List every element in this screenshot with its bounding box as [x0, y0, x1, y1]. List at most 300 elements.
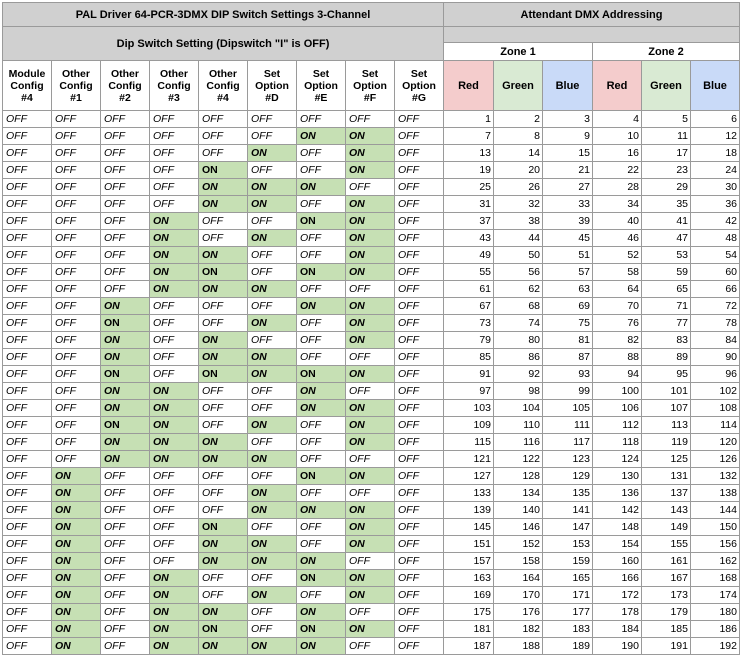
address-cell: 175 — [444, 604, 494, 621]
switch-cell: OFF — [150, 196, 199, 213]
switch-cell: OFF — [395, 128, 444, 145]
switch-cell: ON — [199, 451, 248, 468]
table-row — [3, 213, 740, 230]
address-cell: 122 — [494, 451, 543, 468]
address-cell: 78 — [691, 315, 740, 332]
address-cell: 130 — [593, 468, 642, 485]
switch-cell: ON — [101, 332, 150, 349]
address-cell: 119 — [642, 434, 691, 451]
switch-cell: ON — [346, 162, 395, 179]
address-cell: 48 — [691, 230, 740, 247]
switch-cell: OFF — [395, 485, 444, 502]
address-cell: 134 — [494, 485, 543, 502]
address-cell: 104 — [494, 400, 543, 417]
table-row — [3, 145, 740, 162]
address-cell: 2 — [494, 111, 543, 128]
switch-cell: OFF — [150, 485, 199, 502]
switch-cell: OFF — [150, 349, 199, 366]
address-cell: 38 — [494, 213, 543, 230]
address-cell: 57 — [543, 264, 593, 281]
switch-cell: OFF — [297, 162, 346, 179]
switch-cell: ON — [199, 162, 248, 179]
switch-cell: OFF — [52, 417, 101, 434]
switch-cell: ON — [346, 502, 395, 519]
left-title: PAL Driver 64-PCR-3DMX DIP Switch Settings 3-Channel — [3, 3, 444, 27]
table-row — [3, 638, 740, 655]
switch-cell: OFF — [150, 128, 199, 145]
address-cell: 168 — [691, 570, 740, 587]
switch-cell: OFF — [3, 451, 52, 468]
table-row — [3, 111, 740, 128]
col-header-other-config-2: Other Config #2 — [101, 61, 150, 111]
switch-cell: ON — [297, 553, 346, 570]
switch-cell: ON — [297, 264, 346, 281]
switch-cell: OFF — [150, 145, 199, 162]
address-cell: 94 — [593, 366, 642, 383]
address-cell: 36 — [691, 196, 740, 213]
switch-cell: OFF — [101, 230, 150, 247]
switch-cell: OFF — [395, 434, 444, 451]
switch-cell: OFF — [52, 213, 101, 230]
address-cell: 177 — [543, 604, 593, 621]
switch-cell: OFF — [395, 638, 444, 655]
address-cell: 160 — [593, 553, 642, 570]
switch-cell: OFF — [3, 383, 52, 400]
switch-cell: ON — [101, 366, 150, 383]
table-row — [3, 383, 740, 400]
switch-cell: OFF — [199, 587, 248, 604]
address-cell: 95 — [642, 366, 691, 383]
switch-cell: ON — [346, 298, 395, 315]
switch-cell: OFF — [346, 485, 395, 502]
address-cell: 182 — [494, 621, 543, 638]
switch-cell: ON — [199, 281, 248, 298]
address-cell: 113 — [642, 417, 691, 434]
address-cell: 59 — [642, 264, 691, 281]
switch-cell: OFF — [346, 638, 395, 655]
switch-cell: OFF — [395, 570, 444, 587]
blank-header — [444, 27, 740, 43]
address-cell: 105 — [543, 400, 593, 417]
address-cell: 90 — [691, 349, 740, 366]
switch-cell: ON — [346, 128, 395, 145]
col-header-zone1-red: Red — [444, 61, 494, 111]
switch-cell: ON — [52, 638, 101, 655]
switch-cell: ON — [101, 349, 150, 366]
switch-cell: OFF — [3, 111, 52, 128]
address-cell: 158 — [494, 553, 543, 570]
switch-cell: OFF — [199, 128, 248, 145]
switch-cell: ON — [199, 638, 248, 655]
col-header-set-option-d: Set Option #D — [248, 61, 297, 111]
switch-cell: OFF — [101, 621, 150, 638]
switch-cell: OFF — [150, 332, 199, 349]
switch-cell: OFF — [199, 230, 248, 247]
switch-cell: ON — [199, 434, 248, 451]
switch-cell: OFF — [52, 366, 101, 383]
zone-2-header: Zone 2 — [593, 43, 740, 61]
switch-cell: OFF — [150, 553, 199, 570]
switch-cell: OFF — [297, 315, 346, 332]
table-row — [3, 604, 740, 621]
address-cell: 18 — [691, 145, 740, 162]
address-cell: 121 — [444, 451, 494, 468]
address-cell: 132 — [691, 468, 740, 485]
switch-cell: OFF — [248, 111, 297, 128]
switch-cell: ON — [199, 553, 248, 570]
address-cell: 83 — [642, 332, 691, 349]
address-cell: 68 — [494, 298, 543, 315]
switch-cell: ON — [150, 213, 199, 230]
switch-cell: OFF — [395, 315, 444, 332]
switch-cell: OFF — [101, 536, 150, 553]
switch-cell: ON — [101, 451, 150, 468]
address-cell: 96 — [691, 366, 740, 383]
address-cell: 138 — [691, 485, 740, 502]
address-cell: 109 — [444, 417, 494, 434]
switch-cell: OFF — [101, 519, 150, 536]
right-title: Attendant DMX Addressing — [444, 3, 740, 27]
switch-cell: OFF — [199, 145, 248, 162]
switch-cell: ON — [346, 587, 395, 604]
switch-cell: OFF — [150, 519, 199, 536]
address-cell: 25 — [444, 179, 494, 196]
switch-cell: OFF — [3, 349, 52, 366]
switch-cell: OFF — [3, 298, 52, 315]
switch-cell: ON — [150, 281, 199, 298]
address-cell: 161 — [642, 553, 691, 570]
address-cell: 93 — [543, 366, 593, 383]
switch-cell: OFF — [52, 281, 101, 298]
table-row — [3, 400, 740, 417]
address-cell: 139 — [444, 502, 494, 519]
address-cell: 20 — [494, 162, 543, 179]
switch-cell: ON — [101, 315, 150, 332]
switch-cell: ON — [346, 315, 395, 332]
switch-cell: OFF — [3, 485, 52, 502]
switch-cell: ON — [248, 145, 297, 162]
address-cell: 5 — [642, 111, 691, 128]
switch-cell: OFF — [297, 417, 346, 434]
switch-cell: ON — [346, 230, 395, 247]
address-cell: 8 — [494, 128, 543, 145]
address-cell: 84 — [691, 332, 740, 349]
address-cell: 114 — [691, 417, 740, 434]
address-cell: 41 — [642, 213, 691, 230]
col-header-set-option-g: Set Option #G — [395, 61, 444, 111]
switch-cell: OFF — [52, 230, 101, 247]
switch-cell: OFF — [395, 349, 444, 366]
table-row — [3, 587, 740, 604]
address-cell: 150 — [691, 519, 740, 536]
address-cell: 137 — [642, 485, 691, 502]
switch-cell: OFF — [199, 502, 248, 519]
switch-cell: OFF — [395, 451, 444, 468]
switch-cell: OFF — [101, 213, 150, 230]
switch-cell: OFF — [248, 604, 297, 621]
switch-cell: OFF — [248, 162, 297, 179]
address-cell: 148 — [593, 519, 642, 536]
table-row — [3, 332, 740, 349]
address-cell: 39 — [543, 213, 593, 230]
table-row — [3, 230, 740, 247]
address-cell: 163 — [444, 570, 494, 587]
address-cell: 76 — [593, 315, 642, 332]
switch-cell: ON — [150, 247, 199, 264]
switch-cell: OFF — [52, 196, 101, 213]
switch-cell: OFF — [52, 434, 101, 451]
address-cell: 92 — [494, 366, 543, 383]
switch-cell: ON — [297, 570, 346, 587]
switch-cell: ON — [297, 128, 346, 145]
table-row — [3, 502, 740, 519]
switch-cell: OFF — [101, 179, 150, 196]
switch-cell: OFF — [3, 400, 52, 417]
switch-cell: ON — [101, 434, 150, 451]
address-cell: 19 — [444, 162, 494, 179]
switch-cell: ON — [248, 281, 297, 298]
address-cell: 9 — [543, 128, 593, 145]
col-header-other-config-3: Other Config #3 — [150, 61, 199, 111]
address-cell: 43 — [444, 230, 494, 247]
switch-cell: OFF — [3, 213, 52, 230]
address-cell: 40 — [593, 213, 642, 230]
switch-cell: OFF — [101, 570, 150, 587]
address-cell: 1 — [444, 111, 494, 128]
address-cell: 187 — [444, 638, 494, 655]
switch-cell: OFF — [297, 451, 346, 468]
address-cell: 31 — [444, 196, 494, 213]
zone-1-header: Zone 1 — [444, 43, 593, 61]
address-cell: 46 — [593, 230, 642, 247]
table-row — [3, 417, 740, 434]
switch-cell: OFF — [248, 519, 297, 536]
address-cell: 4 — [593, 111, 642, 128]
switch-cell: OFF — [150, 468, 199, 485]
switch-cell: OFF — [297, 434, 346, 451]
switch-cell: ON — [150, 417, 199, 434]
address-cell: 66 — [691, 281, 740, 298]
switch-cell: OFF — [248, 621, 297, 638]
switch-cell: ON — [297, 468, 346, 485]
address-cell: 23 — [642, 162, 691, 179]
switch-cell: ON — [297, 502, 346, 519]
switch-cell: ON — [346, 196, 395, 213]
switch-cell: OFF — [346, 383, 395, 400]
address-cell: 149 — [642, 519, 691, 536]
address-cell: 27 — [543, 179, 593, 196]
address-cell: 181 — [444, 621, 494, 638]
address-cell: 186 — [691, 621, 740, 638]
switch-cell: OFF — [395, 621, 444, 638]
switch-cell: ON — [199, 349, 248, 366]
address-cell: 116 — [494, 434, 543, 451]
table-row — [3, 247, 740, 264]
switch-cell: ON — [52, 621, 101, 638]
table-row — [3, 298, 740, 315]
switch-cell: OFF — [52, 179, 101, 196]
switch-cell: OFF — [52, 247, 101, 264]
switch-cell: ON — [346, 621, 395, 638]
col-header-zone2-green: Green — [642, 61, 691, 111]
switch-cell: OFF — [346, 281, 395, 298]
address-cell: 75 — [543, 315, 593, 332]
address-cell: 159 — [543, 553, 593, 570]
address-cell: 42 — [691, 213, 740, 230]
switch-cell: ON — [297, 383, 346, 400]
address-cell: 173 — [642, 587, 691, 604]
switch-cell: ON — [297, 400, 346, 417]
address-cell: 86 — [494, 349, 543, 366]
address-cell: 162 — [691, 553, 740, 570]
address-cell: 80 — [494, 332, 543, 349]
switch-cell: ON — [199, 621, 248, 638]
switch-cell: OFF — [101, 128, 150, 145]
switch-cell: ON — [199, 264, 248, 281]
switch-cell: ON — [346, 366, 395, 383]
switch-cell: OFF — [101, 468, 150, 485]
address-cell: 185 — [642, 621, 691, 638]
switch-cell: OFF — [395, 281, 444, 298]
switch-cell: OFF — [3, 604, 52, 621]
switch-cell: OFF — [248, 264, 297, 281]
switch-cell: ON — [248, 417, 297, 434]
address-cell: 145 — [444, 519, 494, 536]
switch-cell: ON — [52, 587, 101, 604]
switch-cell: ON — [248, 587, 297, 604]
switch-cell: OFF — [248, 434, 297, 451]
address-cell: 54 — [691, 247, 740, 264]
switch-cell: OFF — [395, 553, 444, 570]
address-cell: 14 — [494, 145, 543, 162]
address-cell: 89 — [642, 349, 691, 366]
switch-cell: OFF — [297, 349, 346, 366]
switch-cell: OFF — [101, 553, 150, 570]
switch-cell: ON — [248, 315, 297, 332]
address-cell: 71 — [642, 298, 691, 315]
switch-cell: OFF — [297, 230, 346, 247]
switch-cell: OFF — [3, 162, 52, 179]
switch-cell: ON — [297, 366, 346, 383]
col-header-zone1-blue: Blue — [543, 61, 593, 111]
address-cell: 164 — [494, 570, 543, 587]
switch-cell: OFF — [3, 196, 52, 213]
switch-cell: ON — [248, 485, 297, 502]
address-cell: 157 — [444, 553, 494, 570]
switch-cell: ON — [199, 332, 248, 349]
switch-cell: ON — [346, 434, 395, 451]
switch-cell: OFF — [101, 281, 150, 298]
address-cell: 11 — [642, 128, 691, 145]
switch-cell: OFF — [3, 434, 52, 451]
switch-cell: OFF — [150, 162, 199, 179]
address-cell: 73 — [444, 315, 494, 332]
switch-cell: ON — [150, 230, 199, 247]
switch-cell: OFF — [297, 145, 346, 162]
switch-cell: ON — [52, 553, 101, 570]
switch-cell: ON — [52, 519, 101, 536]
switch-cell: OFF — [297, 536, 346, 553]
address-cell: 50 — [494, 247, 543, 264]
switch-cell: OFF — [52, 400, 101, 417]
address-cell: 60 — [691, 264, 740, 281]
switch-cell: ON — [248, 179, 297, 196]
switch-cell: OFF — [199, 298, 248, 315]
switch-cell: OFF — [150, 179, 199, 196]
address-cell: 49 — [444, 247, 494, 264]
address-cell: 34 — [593, 196, 642, 213]
address-cell: 55 — [444, 264, 494, 281]
switch-cell: OFF — [395, 587, 444, 604]
col-header-zone2-blue: Blue — [691, 61, 740, 111]
address-cell: 111 — [543, 417, 593, 434]
switch-cell: OFF — [3, 417, 52, 434]
address-cell: 22 — [593, 162, 642, 179]
switch-cell: OFF — [101, 162, 150, 179]
switch-cell: OFF — [346, 604, 395, 621]
table-row — [3, 536, 740, 553]
switch-cell: OFF — [101, 502, 150, 519]
switch-cell: OFF — [248, 332, 297, 349]
switch-cell: OFF — [297, 281, 346, 298]
switch-cell: ON — [346, 468, 395, 485]
col-header-module-config-4: Module Config #4 — [3, 61, 52, 111]
address-cell: 62 — [494, 281, 543, 298]
address-cell: 136 — [593, 485, 642, 502]
address-cell: 29 — [642, 179, 691, 196]
switch-cell: OFF — [150, 536, 199, 553]
address-cell: 142 — [593, 502, 642, 519]
switch-cell: OFF — [346, 451, 395, 468]
switch-cell: ON — [150, 570, 199, 587]
address-cell: 35 — [642, 196, 691, 213]
address-cell: 103 — [444, 400, 494, 417]
address-cell: 106 — [593, 400, 642, 417]
switch-cell: OFF — [346, 179, 395, 196]
table-row — [3, 179, 740, 196]
switch-cell: ON — [52, 604, 101, 621]
switch-cell: OFF — [52, 349, 101, 366]
address-cell: 147 — [543, 519, 593, 536]
address-cell: 56 — [494, 264, 543, 281]
address-cell: 129 — [543, 468, 593, 485]
table-row — [3, 451, 740, 468]
address-cell: 3 — [543, 111, 593, 128]
switch-cell: OFF — [248, 468, 297, 485]
table-row — [3, 264, 740, 281]
switch-cell: OFF — [297, 332, 346, 349]
switch-cell: OFF — [3, 247, 52, 264]
switch-cell: ON — [297, 298, 346, 315]
address-cell: 33 — [543, 196, 593, 213]
switch-cell: ON — [297, 179, 346, 196]
switch-cell: OFF — [52, 383, 101, 400]
switch-cell: OFF — [3, 264, 52, 281]
switch-cell: ON — [346, 536, 395, 553]
switch-cell: ON — [346, 213, 395, 230]
address-cell: 171 — [543, 587, 593, 604]
switch-cell: OFF — [395, 366, 444, 383]
address-cell: 21 — [543, 162, 593, 179]
switch-cell: OFF — [199, 383, 248, 400]
table-row — [3, 485, 740, 502]
switch-cell: OFF — [395, 145, 444, 162]
table-row — [3, 434, 740, 451]
address-cell: 91 — [444, 366, 494, 383]
table-row — [3, 570, 740, 587]
address-cell: 135 — [543, 485, 593, 502]
switch-cell: OFF — [3, 332, 52, 349]
